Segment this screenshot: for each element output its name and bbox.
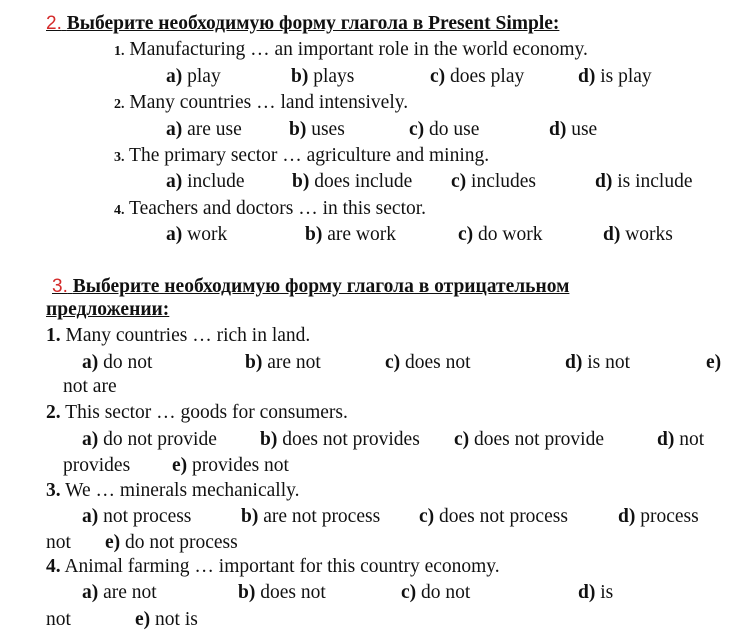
task3-heading bbox=[52, 275, 569, 299]
task3-heading-text: Выберите необходимую форму глагола в отрицательном bbox=[72, 276, 570, 297]
task2-q2-option-b[interactable]: b) uses bbox=[289, 119, 345, 140]
task3-q2-option-a[interactable]: a) do not provide bbox=[82, 429, 217, 450]
question-number: 1. bbox=[114, 44, 125, 59]
question-text: We … minerals mechanically. bbox=[65, 480, 300, 501]
question-text: The primary sector … agriculture and mining. bbox=[129, 145, 490, 166]
task3-question-4 bbox=[46, 555, 500, 579]
task2-heading bbox=[46, 12, 559, 36]
task2-q3-option-d[interactable]: d) is include bbox=[595, 171, 693, 192]
task2-q1-option-a[interactable]: a) play bbox=[166, 66, 221, 87]
task2-q4-option-b[interactable]: b) are work bbox=[305, 224, 396, 245]
task2-q4-option-d[interactable]: d) works bbox=[603, 224, 673, 245]
task3-q4-option-d[interactable]: d) is bbox=[578, 582, 614, 603]
task2-q1-option-b[interactable]: b) plays bbox=[291, 66, 355, 87]
task3-q2-option-d-label[interactable]: d) not bbox=[657, 429, 705, 450]
task2-q3-option-b[interactable]: b) does include bbox=[292, 171, 413, 192]
task3-q1-option-d[interactable]: d) is not bbox=[565, 352, 631, 373]
task2-q3-option-c[interactable]: c) includes bbox=[451, 171, 537, 192]
task2-q4-option-a[interactable]: a) work bbox=[166, 224, 228, 245]
question-text: Many countries … land intensively. bbox=[129, 92, 409, 113]
question-number: 3. bbox=[114, 150, 125, 165]
task2-q4-option-c[interactable]: c) do work bbox=[458, 224, 543, 245]
question-number: 2. bbox=[114, 97, 125, 112]
task3-q4-option-d-cont[interactable]: not bbox=[46, 609, 71, 630]
task3-q1-option-c[interactable]: c) does not bbox=[385, 352, 471, 373]
task3-q2-option-d-cont[interactable]: provides bbox=[63, 455, 131, 476]
task3-q1-option-e-text[interactable]: not are bbox=[63, 376, 117, 397]
task2-q1-option-d[interactable]: d) is play bbox=[578, 66, 652, 87]
task2-question-1 bbox=[114, 38, 588, 64]
question-text: Many countries … rich in land. bbox=[65, 325, 311, 346]
task3-q3-option-e[interactable]: e) do not process bbox=[105, 532, 238, 553]
task2-q3-option-a[interactable]: a) include bbox=[166, 171, 245, 192]
task2-q2-option-a[interactable]: a) are use bbox=[166, 119, 242, 140]
task3-q4-option-e[interactable]: e) not is bbox=[135, 609, 198, 630]
task3-question-3 bbox=[46, 479, 299, 503]
task3-heading-line2: предложении: bbox=[46, 299, 170, 320]
task2-q2-option-d[interactable]: d) use bbox=[549, 119, 598, 140]
task3-q1-option-b[interactable]: b) are not bbox=[245, 352, 321, 373]
task2-q2-option-c[interactable]: c) do use bbox=[409, 119, 480, 140]
task3-q1-option-e-label[interactable]: e) bbox=[706, 352, 722, 373]
task2-heading-text: Выберите необходимую форму глагола в Present Simple: bbox=[66, 13, 560, 34]
task2-question-3 bbox=[114, 144, 489, 170]
question-number: 3. bbox=[46, 480, 61, 501]
task2-question-2 bbox=[114, 91, 408, 117]
task3-q4-option-a[interactable]: a) are not bbox=[82, 582, 157, 603]
question-number: 4. bbox=[46, 556, 61, 577]
question-number: 2. bbox=[46, 402, 61, 423]
task3-number: 3. bbox=[52, 276, 68, 297]
task2-q1-option-c[interactable]: c) does play bbox=[430, 66, 525, 87]
task3-q3-option-d-cont[interactable]: not bbox=[46, 532, 71, 553]
question-text: Teachers and doctors … in this sector. bbox=[129, 198, 427, 219]
task3-question-1 bbox=[46, 324, 310, 348]
task3-q1-option-a[interactable]: a) do not bbox=[82, 352, 153, 373]
task3-q3-option-b[interactable]: b) are not process bbox=[241, 506, 381, 527]
task3-q4-option-b[interactable]: b) does not bbox=[238, 582, 326, 603]
task3-question-2 bbox=[46, 401, 348, 425]
task2-number: 2. bbox=[46, 13, 62, 34]
question-text: Manufacturing … an important role in the world economy. bbox=[129, 39, 588, 60]
task3-q2-option-e[interactable]: e) provides not bbox=[172, 455, 289, 476]
question-text: This sector … goods for consumers. bbox=[65, 402, 348, 423]
question-text: Animal farming … important for this country economy. bbox=[64, 556, 500, 577]
task3-q3-option-d[interactable]: d) process bbox=[618, 506, 699, 527]
task3-q2-option-b[interactable]: b) does not provides bbox=[260, 429, 420, 450]
task3-q3-option-c[interactable]: c) does not process bbox=[419, 506, 568, 527]
task3-q3-option-a[interactable]: a) not process bbox=[82, 506, 192, 527]
task2-question-4 bbox=[114, 197, 426, 223]
question-number: 1. bbox=[46, 325, 61, 346]
task3-q2-option-c[interactable]: c) does not provide bbox=[454, 429, 605, 450]
task3-q4-option-c[interactable]: c) do not bbox=[401, 582, 471, 603]
question-number: 4. bbox=[114, 203, 125, 218]
